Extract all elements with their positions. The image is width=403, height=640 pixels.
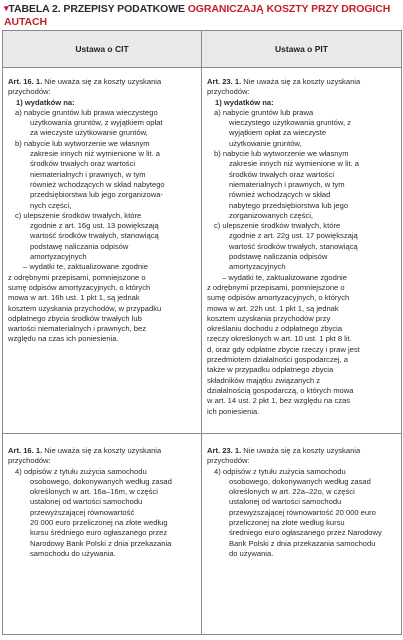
header-cit: Ustawa o CIT [3,31,202,67]
table-header-row [3,31,401,68]
comparison-table [2,30,402,635]
title-line2: AUTACH [4,15,47,28]
title-highlight: OGRANICZAJĄ KOSZTY PRZY DROGICH [187,3,391,15]
cit-fixed-assets-cell [3,68,202,433]
header-pit: Ustawa o PIT [275,44,328,54]
cit-fixed-assets-text: Art. 16. 1. Nie uważa się za koszty uzyskania przychodów: 1) wydatków na: a) nabycie gruntów lub prawa wieczystego użytkowania gruntów, z wyjątkiem opłat za wieczyste użytkowanie gruntów, b) nabycie lub wytworzenie we własnym zakresie innych niż wymienione w lit. a środków trwałych oraz wartości niematerialnych i prawnych, w tym również wchodzących w skład nabytego przedsiębiorstwa lub jego zorganizowa- nych części, c) ulepszenie środków trwałych, które zgodnie z art. 16g ust. 13 powiększają wartość środków trwałych, stanowiącą podstawę naliczania odpisów amortyzacyjnych – wydatki te, zaktualizowane zgodnie z odrębnymi przepisami, pomniejszone o sumę odpisów amortyzacyjnych, o których mowa w art. 16h ust. 1 pkt 1, są jednak kosztem uzyskania przychodów, w przypadku odpłatnego zbycia środków trwałych lub wartości niematerialnych i prawnych, bez względu na czas ich poniesienia. [8,77,165,344]
table-row-fixed-assets [3,68,401,434]
table-title [4,3,402,28]
triangle-marker-icon: ▾ [4,3,9,13]
pit-fixed-assets-cell [202,68,401,433]
pit-car-text: Art. 23. 1. Nie uważa się za koszty uzyskania przychodów: 4) odpisów z tytułu zużycia samochodu osobowego, dokonywanych według zasad określonych w art. 22a–22o, w części ustalonej od wartości samochodu przewyższającej równowartość 20 000 euro przeliczonej na złote według kursu średniego euro ogłaszanego przez Narodowy Bank Polski z dnia przekazania samochodu do używania. [207,446,382,558]
cit-car-text: Art. 16. 1. Nie uważa się za koszty uzyskania przychodów: 4) odpisów z tytułu zużycia samochodu osobowego, dokonywanych według zasad określonych w art. 16a–16m, w części ustalonej od wartości samochodu przewyższającej równowartość 20 000 euro przeliczonej na złote według kursu średniego euro ogłaszanego przez Narodowy Bank Polski z dnia przekazania samochodu do używania. [8,446,172,558]
pit-car-cell [202,434,401,634]
cit-car-cell [3,434,202,634]
pit-fixed-assets-text: Art. 23. 1. Nie uważa się za koszty uzyskania przychodów: 1) wydatków na: a) nabycie gruntów lub prawa wieczystego użytkowania gruntów, z wyjątkiem opłat za wieczyste użytkowanie gruntów, b) nabycie lub wytworzenie we własnym zakresie innych niż wymienione w lit. a środków trwałych oraz wartości niematerialnych i prawnych, w tym również wchodzących w skład nabytego przedsiębiorstwa lub jego zorganizowanych części, c) ulepszenie środków trwałych, które zgodnie z art. 22g ust. 17 powiększają wartość środków trwałych, stanowiącą podstawę naliczania odpisów amortyzacyjnych – wydatki te, zaktualizowane zgodnie z odrębnymi przepisami, pomniejszone o sumę odpisów amortyzacyjnych, o których mowa w art. 22h ust. 1 pkt 1, są jednak kosztem uzyskania przychodów przy określaniu dochodu z odpłatnego zbycia rzeczy określonych w art. 10 ust. 1 pkt 8 lit. d, oraz gdy odpłatne zbycie rzeczy i praw jest przedmiotem działalności gospodarczej, a także w przypadku odpłatnego zbycia składników majątku związanych z działalnością gospodarczą, o których mowa w art. 14 ust. 2 pkt 1, bez względu na czas ich poniesienia. [207,77,361,416]
table-row-car-depreciation [3,434,401,634]
title-lead: TABELA 2. PRZEPISY PODATKOWE [8,3,188,15]
